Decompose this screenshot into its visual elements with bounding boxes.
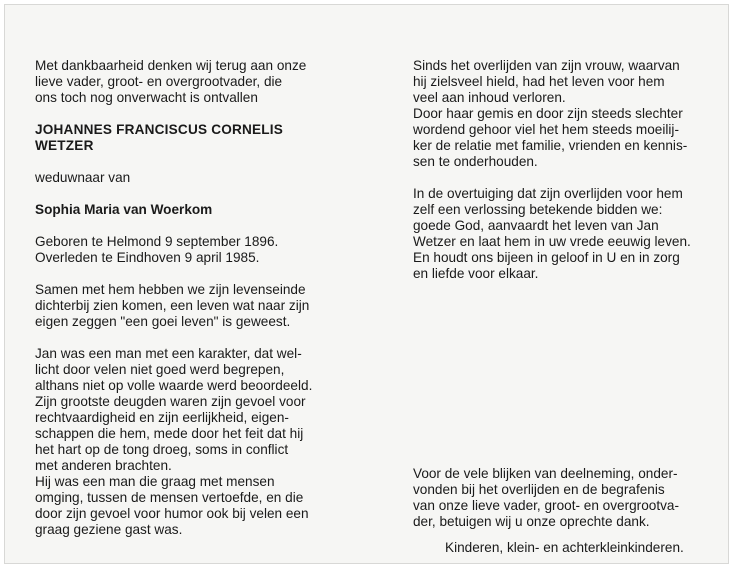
intro-line: lieve vader, groot- en overgrootvader, die: [35, 74, 283, 89]
text-line: Sinds het overlijden van zijn vrouw, waarvan: [413, 58, 680, 73]
text-line: veel aan inhoud verloren.: [413, 90, 566, 105]
text-line: En houdt ons bijeen in geloof in U en in zorg: [413, 250, 680, 265]
text-line: het hart op de tong droeg, soms in conflict: [35, 442, 289, 457]
text-line: zelf een verlossing betekende bidden we:: [413, 202, 663, 217]
text-line: graag geziene gast was.: [35, 522, 183, 537]
name-line: JOHANNES FRANCISCUS CORNELIS: [35, 122, 284, 137]
text-line: Jan was een man met een karakter, dat wel-: [35, 346, 302, 361]
intro-line: ons toch nog onverwacht is ontvallen: [35, 90, 258, 105]
text-line: vonden bij het overlijden en de begrafenis: [413, 482, 665, 497]
text-line: licht door velen niet goed werd begrepen,: [35, 362, 285, 377]
spouse-name: Sophia Maria van Woerkom: [35, 202, 213, 217]
text-line: Hij was een man die graag met mensen: [35, 474, 275, 489]
text-line: van onze lieve vader, groot- en overgrootva-: [413, 498, 679, 513]
text-line: der, betuigen wij u onze oprechte dank.: [413, 514, 650, 529]
text-line: dichterbij zien komen, een leven wat naar zijn: [35, 298, 310, 313]
text-line: wordend gehoor viel het hem steeds moeilij-: [413, 122, 679, 137]
text-line: door zijn gevoel voor humor ook bij velen een: [35, 506, 309, 521]
deceased-name: [35, 122, 335, 154]
thanks-section: [413, 466, 709, 556]
text-line: rechtvaardigheid en zijn eerlijkheid, eigen-: [35, 410, 289, 425]
text-line: althans niet op volle waarde werd beoordeeld.: [35, 378, 313, 393]
name-line: WETZER: [35, 138, 94, 153]
right-column: [413, 58, 709, 282]
text-line: omging, tussen de mensen vertoefde, en die: [35, 490, 304, 505]
text-line: Wetzer en laat hem in uw vrede eeuwig leven.: [413, 234, 691, 249]
memorial-card: [4, 4, 729, 564]
text-line: Zijn grootste deugden waren zijn gevoel voor: [35, 394, 306, 409]
intro-line: Met dankbaarheid denken wij terug aan onze: [35, 58, 307, 73]
loss-paragraph: [413, 58, 709, 170]
text-line: ker de relatie met familie, vrienden en kennis-: [413, 138, 688, 153]
text-line: In de overtuiging dat zijn overlijden voor hem: [413, 186, 683, 201]
text-line: sen te onderhouden.: [413, 154, 538, 169]
character-paragraph: [35, 346, 335, 538]
text-line: schappen die hem, mede door het feit dat hij: [35, 426, 304, 441]
life-end-paragraph: [35, 282, 335, 330]
text-line: met anderen brachten.: [35, 458, 172, 473]
dates-paragraph: [35, 234, 335, 266]
family-signature: Kinderen, klein- en achterkleinkinderen.: [445, 540, 684, 555]
text-line: eigen zeggen "een goei leven" is geweest.: [35, 314, 291, 329]
date-line: Geboren te Helmond 9 september 1896.: [35, 234, 279, 249]
thanks-paragraph: [413, 466, 709, 530]
text-line: Door haar gemis en door zijn steeds slechter: [413, 106, 683, 121]
date-line: Overleden te Eindhoven 9 april 1985.: [35, 250, 260, 265]
text-line: Samen met hem hebben we zijn levenseinde: [35, 282, 306, 297]
intro-paragraph: [35, 58, 335, 106]
text-line: en liefde voor elkaar.: [413, 266, 539, 281]
text-line: Voor de vele blijken van deelneming, onder-: [413, 466, 678, 481]
text-line: goede God, aanvaardt het leven van Jan: [413, 218, 659, 233]
left-column: [35, 58, 335, 538]
text-line: hij zielsveel hield, had het leven voor hem: [413, 74, 665, 89]
prayer-paragraph: [413, 186, 709, 282]
widower-text: weduwnaar van: [35, 170, 131, 185]
